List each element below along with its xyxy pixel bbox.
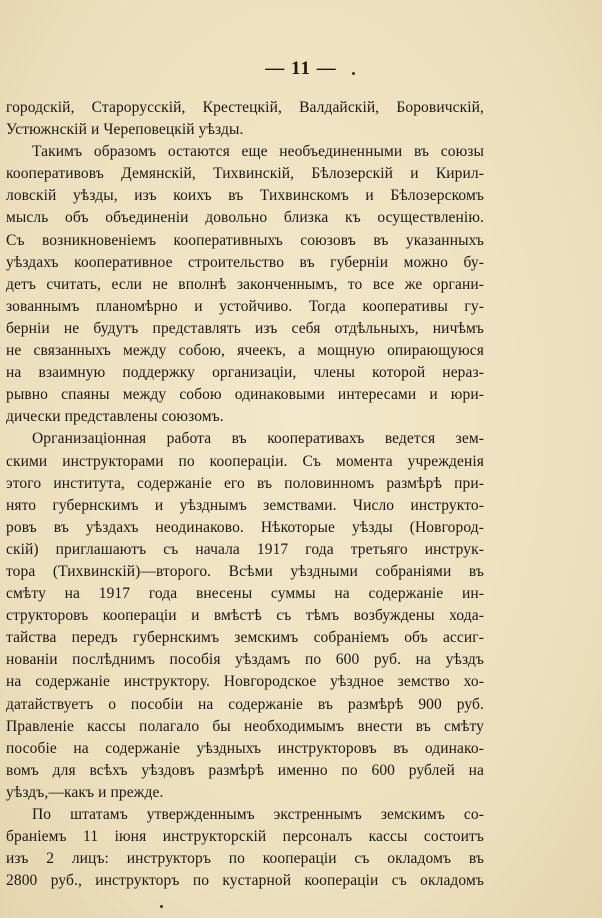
text-line: кооперативовъ Демянскiй, Тихвинскiй, Бѣлозерскiй и Кирил- <box>6 165 484 183</box>
text-line: 2800 руб., инструкторъ по кустарной кооперацiи съ окладомъ <box>6 872 484 890</box>
print-speck <box>160 905 163 908</box>
text-line: смѣту на 1917 года внесены суммы на содержанiе ин- <box>6 585 484 603</box>
text-line: Съ возникновенiемъ кооперативныхъ союзовъ въ указанныхъ <box>6 231 484 249</box>
text-line: тора (Тихвинскiй)—второго. Всѣми уѣздными собранiями въ <box>6 562 484 580</box>
text-line: По штатамъ утвержденнымъ экстреннымъ земскимъ со- <box>32 806 484 823</box>
text-line: бранiемъ 11 iюня инструкторскiй персоналъ кассы состоитъ <box>6 828 484 846</box>
text-line: пособiе на содержанiе уѣздныхъ инструкторовъ въ одинако- <box>6 739 484 757</box>
text-line: мысль объ объединенiи довольно близка къ осуществленiю. <box>6 209 484 227</box>
print-speck <box>352 72 355 75</box>
text-line: изъ 2 лицъ: инструкторъ по кооперацiи съ окладомъ въ <box>6 850 484 868</box>
text-line: уѣздъ,—какъ и прежде. <box>6 783 164 801</box>
text-line: датайствуетъ о пособiи на содержанiе въ размѣрѣ 900 руб. <box>6 695 484 713</box>
text-line: ровъ въ уѣздахъ неодинаково. Нѣкоторые уѣзды (Новгород- <box>6 518 484 536</box>
text-line: Такимъ образомъ остаются еще необъединенными въ союзы <box>32 143 484 161</box>
text-line: рывно спаяны между собою одинаковыми интересами и юри- <box>6 386 484 404</box>
text-line: Устюжнскiй и Череповецкiй уѣзды. <box>6 121 244 139</box>
text-line: скiй) приглашаютъ съ начала 1917 года третьяго инструк- <box>6 540 484 558</box>
text-line: зованнымъ планомѣрно и устойчиво. Тогда кооперативы гу- <box>6 297 484 315</box>
text-line: бернiи не будутъ представлять изъ себя отдѣльныхъ, ничѣмъ <box>6 319 484 337</box>
text-line: не связанныхъ между собою, ячеекъ, а мощную опирающуюся <box>6 342 484 360</box>
text-line: детъ считать, если не вполнѣ законченнымъ, то все же органи- <box>6 275 484 293</box>
text-line: скими инструкторами по кооперацiи. Съ момента учрежденiя <box>6 452 484 470</box>
text-line: нованiи послѣднимъ пособiя уѣздамъ по 600 руб. на уѣздъ <box>6 651 484 669</box>
page-number: — 11 — <box>265 58 337 79</box>
text-line: городскiй, Старорусскiй, Крестецкiй, Валдайскiй, Боровичскiй, <box>6 99 484 116</box>
text-line: вомъ для всѣхъ уѣздовъ размѣрѣ именно по 600 рублей на <box>6 761 484 779</box>
text-line: ловскiй уѣзды, изъ коихъ въ Тихвинскомъ и Бѣлозерскомъ <box>6 187 484 205</box>
text-line: уѣздахъ кооперативное строительство въ губернiи можно бу- <box>6 253 484 271</box>
text-line: тайства передъ губернскимъ земскимъ собранiемъ объ ассиг- <box>6 629 484 647</box>
text-line: Правленiе кассы полагало бы необходимымъ внести въ смѣту <box>6 717 484 735</box>
text-line: на взаимную поддержку организацiи, члены которой нераз- <box>6 364 484 382</box>
text-line: Организацiонная работа въ кооперативахъ ведется зем- <box>32 430 484 448</box>
text-line: нято губернскимъ и уѣзднымъ земствами. Число инструкто- <box>6 496 484 514</box>
text-line: этого института, содержанiе его въ половинномъ размѣрѣ при- <box>6 474 484 492</box>
text-line: дически представлены союзомъ. <box>6 408 224 426</box>
text-line: структоровъ кооперацiи и вмѣстѣ съ тѣмъ возбуждены хода- <box>6 607 484 625</box>
text-line: на содержанiе инструктору. Новгородское уѣздное земство хо- <box>6 673 484 691</box>
body-text <box>6 97 484 892</box>
